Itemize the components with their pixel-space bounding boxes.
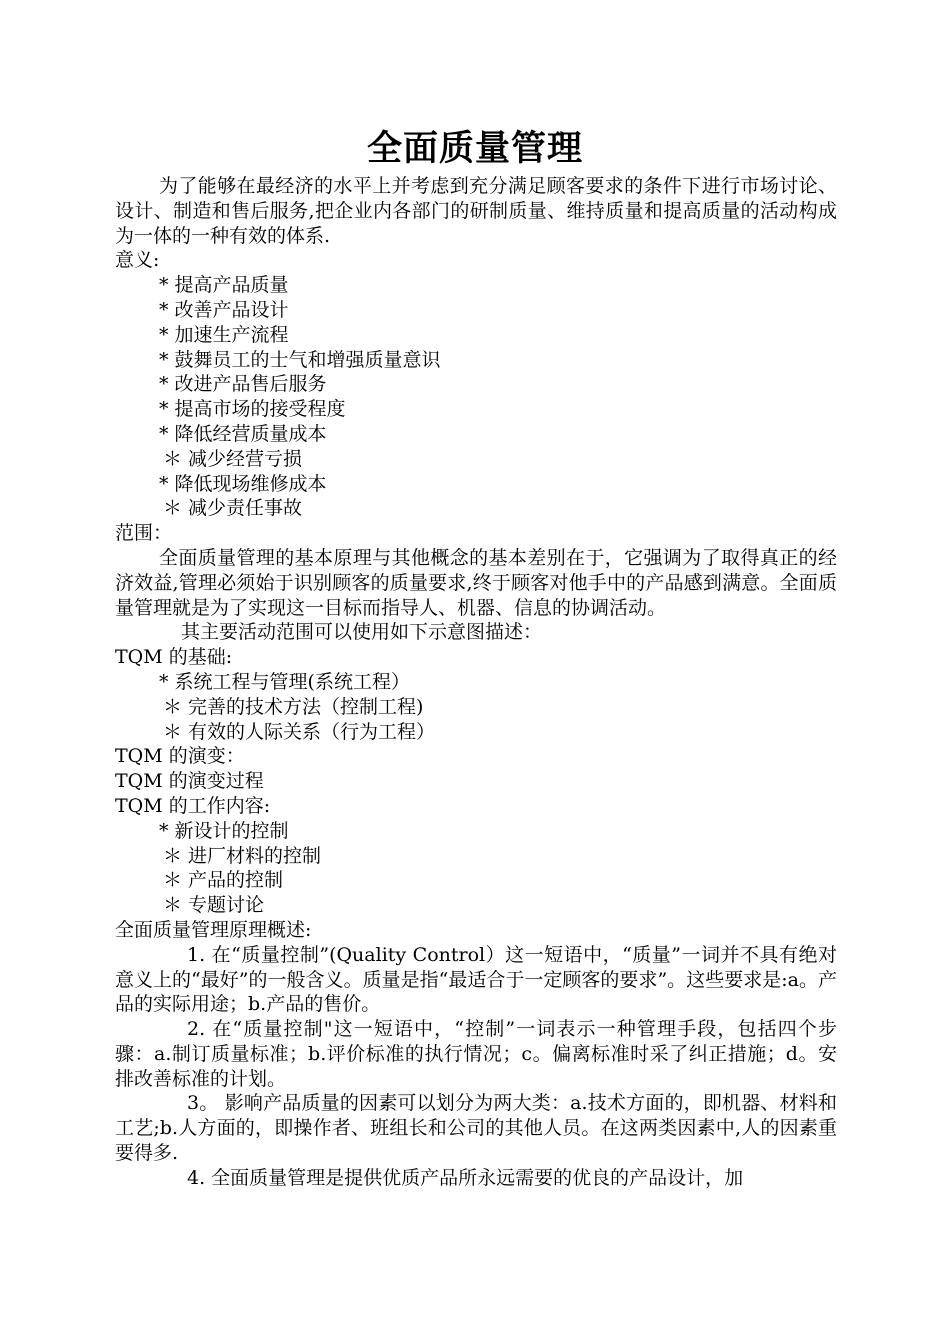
significance-item: * 降低现场维修成本 bbox=[159, 472, 327, 495]
evolution-process: TQM 的演变过程 bbox=[115, 770, 264, 793]
significance-item: * 改善产品设计 bbox=[159, 298, 289, 321]
principle-item: 1. 在“质量控制”(Quality Control）这一短语中，“质量”一词并不具有绝对意义上的“最好”的一般含义。质量是指“最适合于一定顾客的要求”。这些要求是:a。产品的实际用途；b.产品的售价。 bbox=[115, 943, 837, 1016]
significance-heading: 意义: bbox=[115, 249, 160, 272]
work-heading: TQM 的工作内容: bbox=[115, 794, 271, 817]
significance-item: * 提高市场的接受程度 bbox=[159, 398, 346, 421]
significance-item: * 改进产品售后服务 bbox=[159, 373, 327, 396]
foundation-item: ＊ 完善的技术方法（控制工程) bbox=[163, 695, 424, 718]
significance-item: * 提高产品质量 bbox=[159, 274, 289, 297]
work-item: ＊ 产品的控制 bbox=[163, 869, 284, 892]
significance-item: * 降低经营质量成本 bbox=[159, 422, 327, 445]
significance-item: ＊ 减少经营亏损 bbox=[163, 447, 303, 470]
document-body bbox=[115, 174, 837, 1191]
scope-paragraph: 全面质量管理的基本原理与其他概念的基本差别在于，它强调为了取得真正的经济效益,管理必须始于识别顾客的质量要求,终于顾客对他手中的产品感到满意。全面质量管理就是为了实现这一目标而指导人、机器、信息的协调活动。 bbox=[115, 546, 837, 619]
work-item: * 新设计的控制 bbox=[159, 819, 289, 842]
work-item: ＊ 进厂材料的控制 bbox=[163, 844, 322, 867]
principles-heading: 全面质量管理原理概述: bbox=[115, 918, 312, 941]
foundation-item: * 系统工程与管理(系统工程） bbox=[159, 670, 410, 693]
foundation-item: ＊ 有效的人际关系（行为工程） bbox=[163, 720, 436, 743]
significance-item: * 加速生产流程 bbox=[159, 323, 289, 346]
principle-item: 3。 影响产品质量的因素可以划分为两大类：a.技术方面的，即机器、材料和工艺;b.人方面的，即操作者、班组长和公司的其他人员。在这两类因素中,人的因素重要得多. bbox=[115, 1092, 837, 1165]
principle-item: 4. 全面质量管理是提供优质产品所永远需要的优良的产品设计，加 bbox=[187, 1166, 744, 1189]
principle-item: 2. 在“质量控制"这一短语中，“控制”一词表示一种管理手段，包括四个步骤：a.制订质量标准；b.评价标准的执行情况；c。偏离标准时采了纠正措施；d。安排改善标准的计划。 bbox=[115, 1018, 837, 1090]
significance-item: ＊ 减少责任事故 bbox=[163, 497, 303, 520]
foundation-heading: TQM 的基础: bbox=[115, 646, 233, 669]
page-title: 全面质量管理 bbox=[366, 129, 583, 169]
work-item: ＊ 专题讨论 bbox=[163, 894, 265, 917]
significance-item: * 鼓舞员工的士气和增强质量意识 bbox=[159, 348, 441, 371]
evolution-heading: TQM 的演变： bbox=[115, 745, 245, 768]
scope-diagram-note: 其主要活动范围可以使用如下示意图描述： bbox=[181, 621, 543, 644]
scope-heading: 范围： bbox=[115, 522, 173, 545]
intro-paragraph: 为了能够在最经济的水平上并考虑到充分满足顾客要求的条件下进行市场讨论、设计、制造和售后服务,把企业内各部门的研制质量、维持质量和提高质量的活动构成为一体的一种有效的体系. bbox=[115, 175, 837, 247]
